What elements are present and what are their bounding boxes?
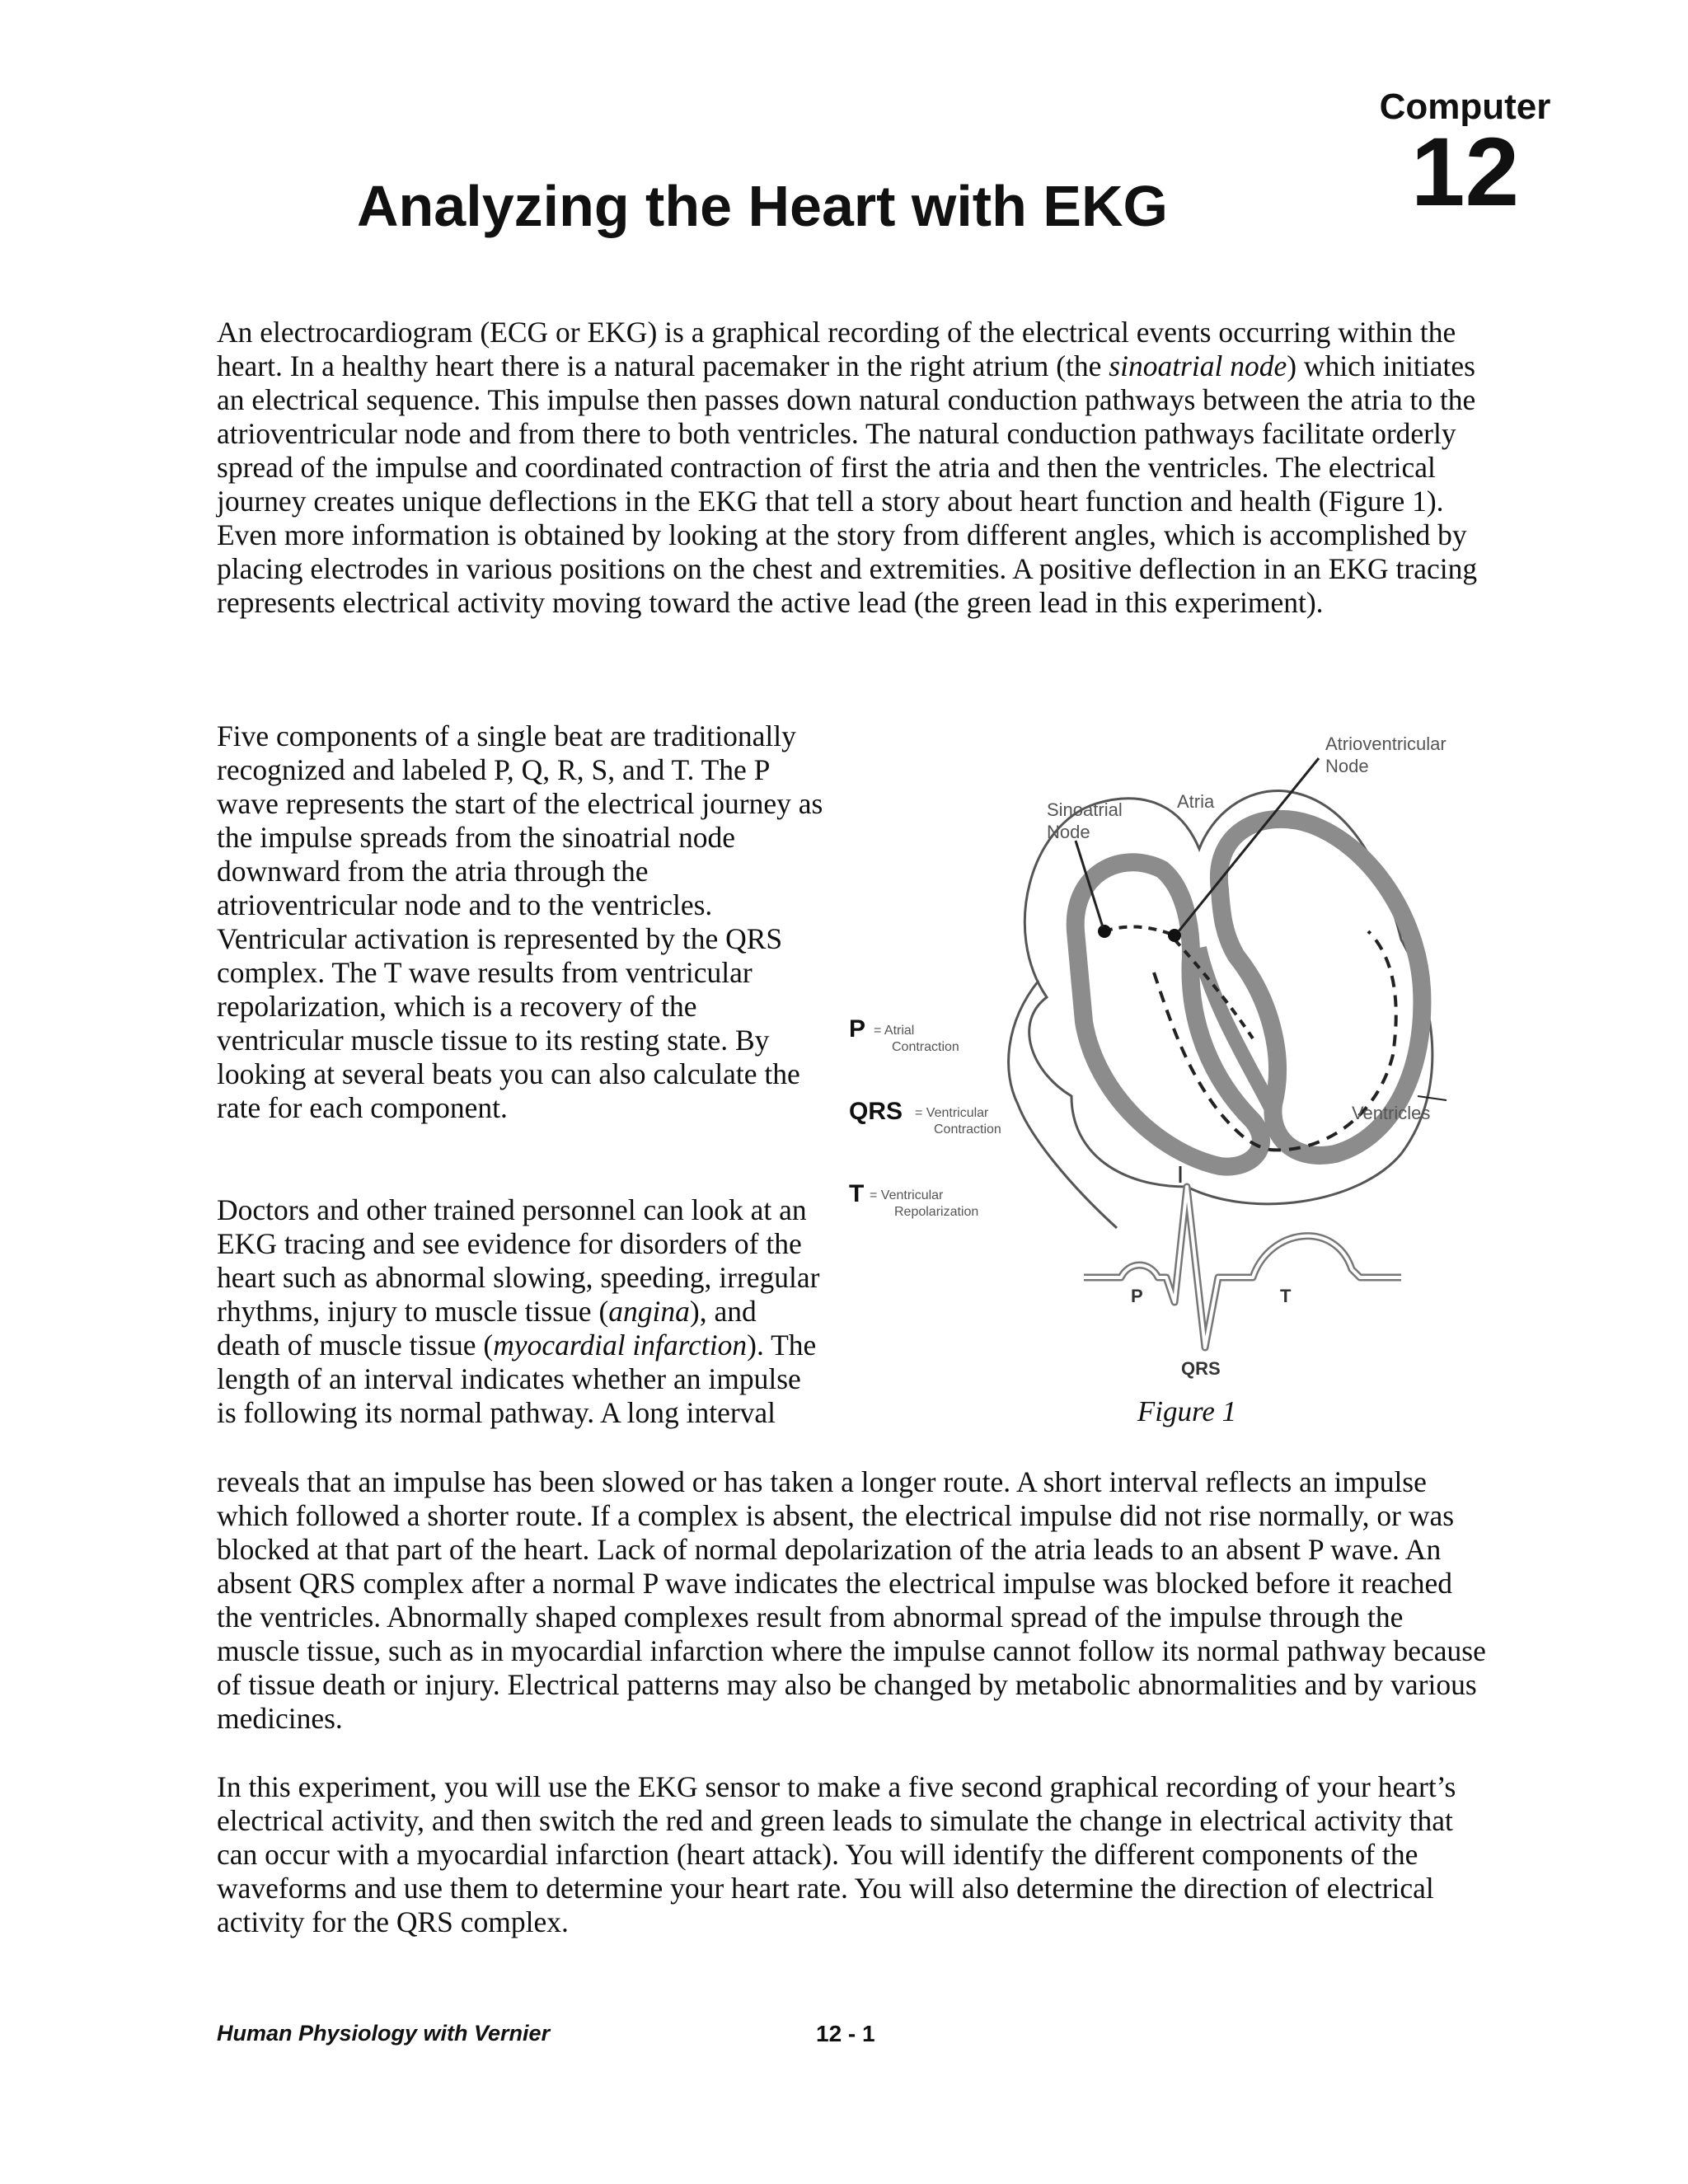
doctors-text-2: ), and death of muscle tissue ( (217, 1295, 757, 1361)
sa-node-dot (1098, 925, 1111, 938)
components-paragraph: Five components of a single beat are traditionally recognized and labeled P, Q, R, S, and T. The P wave represents the start of the electrical journey as the impulse spreads from the sinoatrial node downward from the atria through the atrioventricular node and to the ventricles. Ventricular activation is represented by the QRS complex. The T wave results from ventricular repolarization, which is a recovery of the ventricular muscle tissue to its resting state. By looking at several beats you can also calculate the rate for each component. (217, 719, 823, 1124)
chapter-number: 12 (1410, 118, 1520, 227)
angina-term: angina (608, 1295, 690, 1328)
intro-text-2: ) which initiates an electrical sequence. This impulse then passes down natural conduction pathways between the atria to the atrioventricular node and from there to both ventricles. The natural conduction pathways facilitate orderly spread of the impulse and coordinated contraction of first the atria and then the ventricles. The electrical journey creates unique deflections in the EKG that tell a story about heart function and health (Figure 1). Even more information is obtained by looking at the story from different angles, which is accomplished by placing electrodes in various positions on the chest and extremities. A positive deflection in an EKG tracing represents electrical activity moving toward the active lead (the green lead in this experiment). (217, 349, 1478, 619)
av-node-label-line2: Node (1325, 756, 1369, 776)
figure-caption: Figure 1 (1137, 1395, 1237, 1427)
conduction-path-atria (1104, 927, 1175, 935)
doctors-text-1: Doctors and other trained personnel can look at an EKG tracing and see evidence for disorders of the heart such as abnormal slowing, speeding, irregular rhythms, injury to muscle tissue ( (217, 1193, 820, 1328)
heart-ekg-figure (824, 725, 1475, 1385)
footer-page-number: 12 - 1 (816, 2021, 875, 2046)
legend-p-desc-line1: = Atrial (874, 1024, 915, 1038)
doctors-paragraph-continued: reveals that an impulse has been slowed or has taken a longer route. A short interval reflects an impulse which followed a shorter route. If a complex is absent, the electrical impulse did not rise normally, or was blocked at that part of the heart. Lack of normal depolarization of the atria leads to an absent P wave. An absent QRS complex after a normal P wave indicates the electrical impulse was blocked before it reached the ventricles. Abnormally shaped complexes result from abnormal spread of the impulse through the muscle tissue, such as in myocardial infarction where the impulse cannot follow its normal pathway because of tissue death or injury. Electrical patterns may also be changed by metabolic abnormalities and by various medicines. (217, 1465, 1486, 1735)
legend-qrs-desc-line2: Contraction (934, 1122, 1001, 1137)
legend-p-symbol: P (849, 1015, 866, 1043)
atria-label: Atria (1177, 791, 1215, 812)
legend-p-desc-line2: Contraction (892, 1040, 959, 1054)
ekg-p-label: P (1131, 1286, 1143, 1306)
ekg-t-label: T (1280, 1286, 1292, 1306)
legend-qrs-symbol: QRS (849, 1098, 903, 1125)
footer-book-title: Human Physiology with Vernier (217, 2021, 551, 2046)
sa-node-label-line2: Node (1047, 822, 1090, 842)
legend-t-desc-line2: Repolarization (894, 1205, 979, 1219)
page-title: Analyzing the Heart with EKG (357, 174, 1168, 238)
legend-qrs-desc-line1: = Ventricular (915, 1106, 989, 1120)
intro-paragraph (217, 316, 1486, 620)
sinoatrial-node-term: sinoatrial node (1109, 349, 1287, 382)
sa-node-label-line1: Sinoatrial (1047, 799, 1123, 820)
experiment-paragraph: In this experiment, you will use the EKG sensor to make a five second graphical recording of your heart’s electrical activity, and then switch the red and green leads to simulate the change in electrical activity that can occur with a myocardial infarction (heart attack). You will identify the different components of the waveforms and use them to determine your heart rate. You will also determine the direction of electrical activity for the QRS complex. (217, 1770, 1456, 1938)
doctors-text-3: ). The length of an interval indicates whether an impulse is following its normal pathway. A long interval (217, 1329, 817, 1429)
ventricles-pointer (1418, 1096, 1447, 1100)
ventricles-label: Ventricles (1352, 1103, 1431, 1123)
legend-t-symbol: T (849, 1180, 865, 1207)
intro-text-1: An electrocardiogram (ECG or EKG) is a graphical recording of the electrical events occurring within the heart. In a healthy heart there is a natural pacemaker in the right atrium (the (217, 316, 1456, 382)
left-wire (1009, 981, 1117, 1228)
computer-label: Computer (1379, 87, 1551, 127)
myocardial-infarction-term: myocardial infarction (493, 1329, 748, 1361)
av-node-label-line1: Atrioventricular (1325, 733, 1447, 754)
ekg-qrs-label: QRS (1181, 1358, 1221, 1379)
doctors-paragraph (217, 1193, 827, 1430)
legend-t-desc-line1: = Ventricular (870, 1188, 944, 1202)
